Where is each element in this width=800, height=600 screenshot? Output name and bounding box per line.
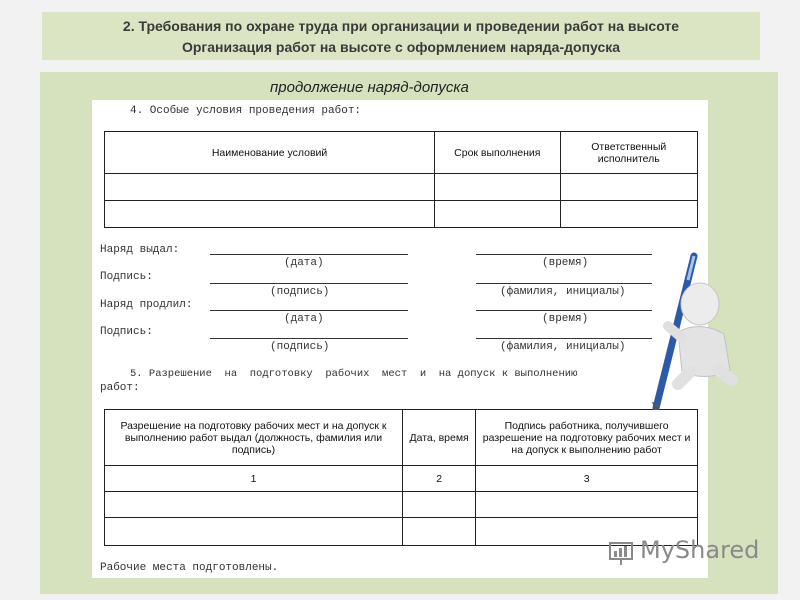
col-header-deadline: Срок выполнения bbox=[435, 132, 560, 174]
col-header-responsible: Ответственный исполнитель bbox=[560, 132, 697, 174]
time-caption: (время) bbox=[542, 257, 589, 269]
signature-label: Подпись: bbox=[100, 271, 153, 283]
date-line bbox=[210, 254, 408, 255]
table-row bbox=[105, 174, 698, 201]
permission-table bbox=[104, 409, 698, 546]
watermark-text: MyShared bbox=[640, 536, 760, 564]
time-line bbox=[476, 254, 652, 255]
table-header-row bbox=[105, 410, 698, 466]
date-line bbox=[210, 310, 408, 311]
time-caption: (время) bbox=[542, 313, 589, 325]
section5-title-line1: 5. Разрешение на подготовку рабочих мест и на допуск к выполнению bbox=[130, 368, 578, 380]
column-number: 1 bbox=[105, 466, 403, 492]
section4-title: 4. Особые условия проведения работ: bbox=[130, 105, 362, 117]
table-row bbox=[105, 201, 698, 228]
signature-line bbox=[210, 283, 408, 284]
name-line bbox=[476, 283, 652, 284]
time-line bbox=[476, 310, 652, 311]
col-header-datetime: Дата, время bbox=[403, 410, 476, 466]
issued-label: Наряд выдал: bbox=[100, 244, 180, 256]
date-caption: (дата) bbox=[284, 257, 324, 269]
table-row bbox=[105, 492, 698, 518]
conditions-table bbox=[104, 131, 698, 228]
col-header-conditions: Наименование условий bbox=[105, 132, 435, 174]
section5-title-line2: работ: bbox=[100, 382, 140, 394]
name-caption: (фамилия, инициалы) bbox=[500, 286, 626, 298]
signature-label: Подпись: bbox=[100, 326, 153, 338]
table-number-row bbox=[105, 466, 698, 492]
signature-line bbox=[210, 338, 408, 339]
slide-title-line2: Организация работ на высоте с оформлением наряда-допуска bbox=[181, 39, 621, 55]
name-caption: (фамилия, инициалы) bbox=[500, 341, 626, 353]
table-header-row bbox=[105, 132, 698, 174]
name-line bbox=[476, 338, 652, 339]
date-caption: (дата) bbox=[284, 313, 324, 325]
column-number: 3 bbox=[476, 466, 698, 492]
extended-label: Наряд продлил: bbox=[100, 299, 193, 311]
footer-text: Рабочие места подготовлены. bbox=[100, 562, 279, 574]
signature-caption: (подпись) bbox=[270, 341, 330, 353]
slide-header bbox=[42, 12, 760, 60]
slide-subtitle: продолжение наряд-допуска bbox=[270, 79, 469, 96]
col-header-worker-signature: Подпись работника, получившего разрешение на подготовку рабочих мест и на допуск к выполнению работ bbox=[476, 410, 698, 466]
slide-title-line1: 2. Требования по охране труда при организации и проведении работ на высоте bbox=[122, 18, 680, 34]
myshared-logo-icon bbox=[608, 540, 636, 566]
document-image bbox=[92, 100, 708, 578]
signature-caption: (подпись) bbox=[270, 286, 330, 298]
col-header-permission: Разрешение на подготовку рабочих мест и на допуск к выполнению работ выдал (должность, фамилия или подпись) bbox=[105, 410, 403, 466]
column-number: 2 bbox=[403, 466, 476, 492]
figure-with-pen-icon bbox=[648, 250, 744, 410]
